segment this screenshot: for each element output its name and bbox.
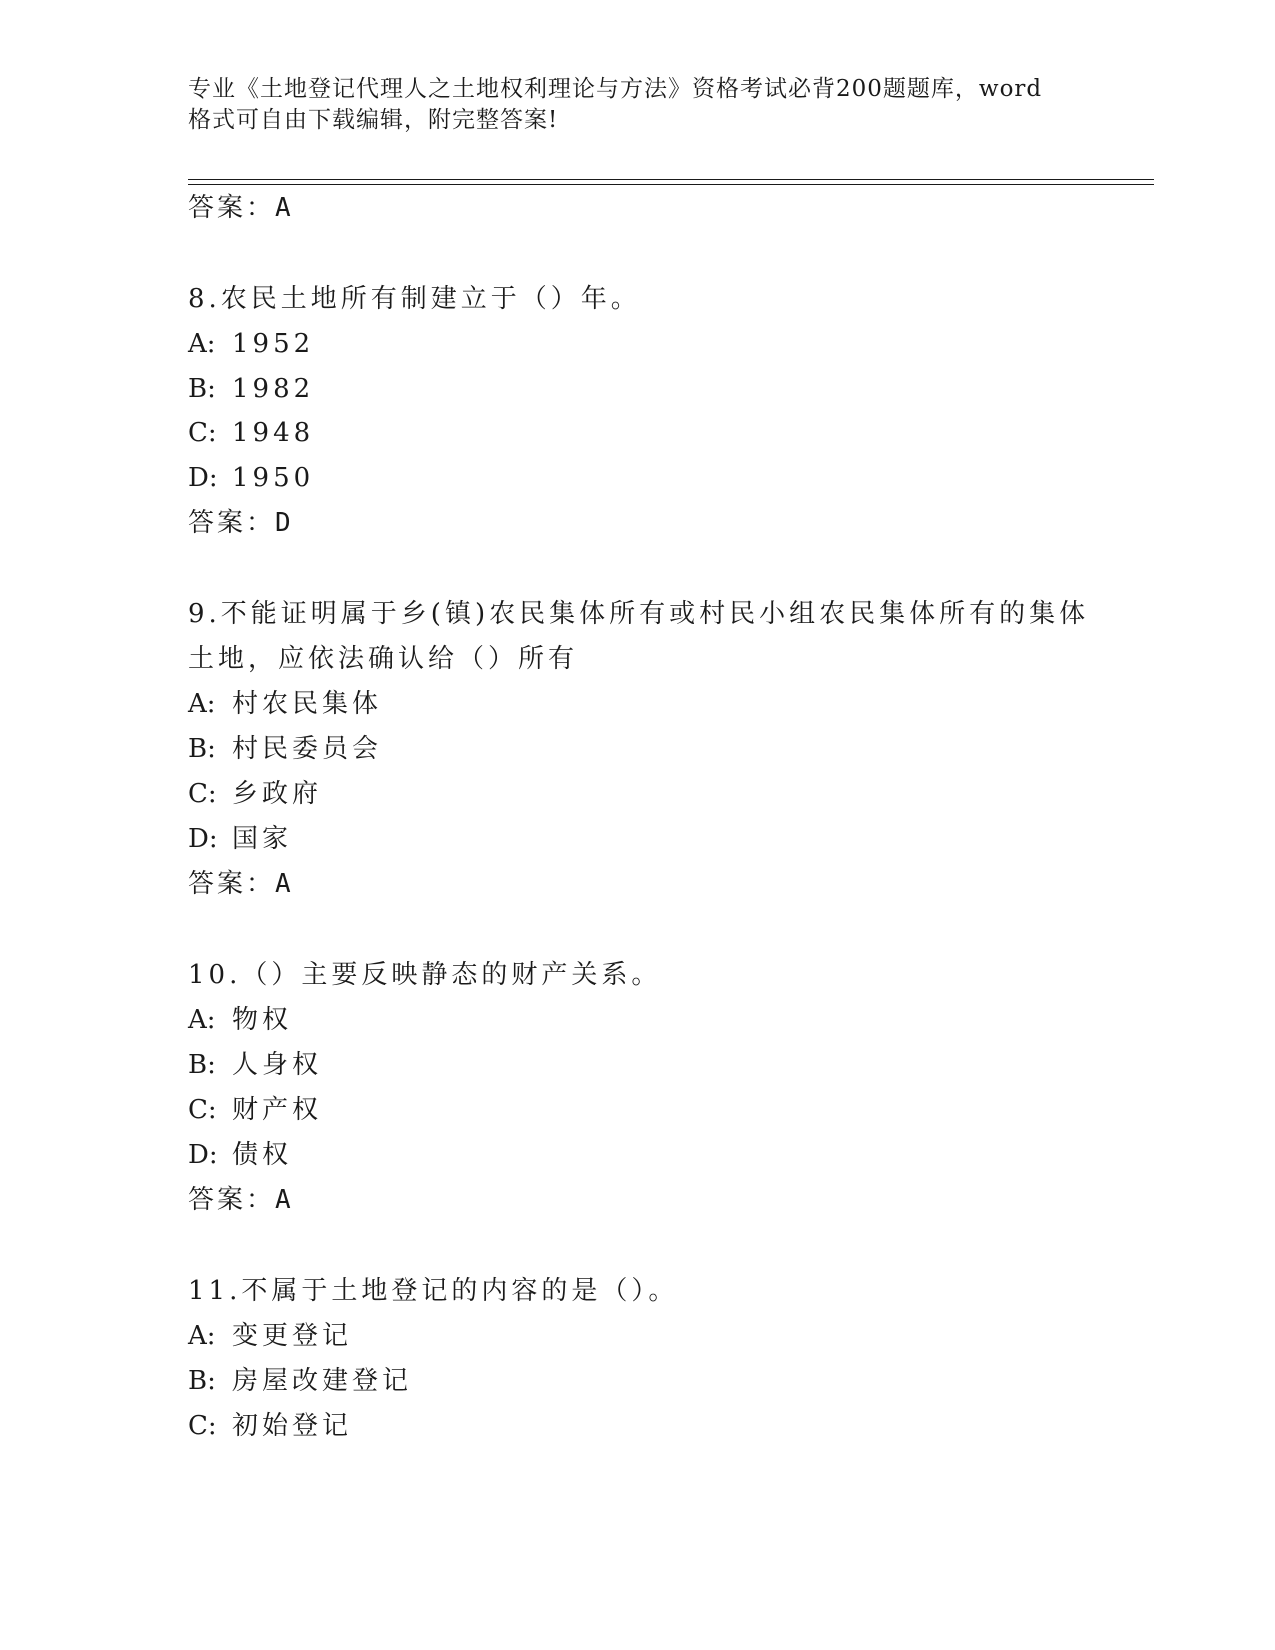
option-letter: D: (188, 463, 218, 493)
question-8-option-d (188, 463, 314, 493)
question-11-option-a (188, 1321, 352, 1351)
option-text: 债权 (232, 1140, 293, 1170)
header-rule-top (188, 179, 1154, 180)
option-text: 财产权 (232, 1095, 323, 1125)
question-10-stem: 10.（）主要反映静态的财产关系。 (188, 960, 662, 990)
option-text: 1950 (232, 463, 315, 493)
previous-answer: 答案：A (188, 193, 294, 223)
question-11-option-b (188, 1366, 412, 1396)
question-8-option-a (188, 329, 314, 359)
option-letter: B: (188, 734, 216, 764)
question-9-stem-line-1: 9.不能证明属于乡(镇)农民集体所有或村民小组农民集体所有的集体 (188, 599, 1090, 629)
header-rule-bottom (188, 184, 1154, 185)
option-letter: B: (188, 374, 216, 404)
option-text: 国家 (232, 824, 293, 854)
question-8-option-b (188, 374, 314, 404)
question-9-option-d (188, 824, 292, 854)
option-text: 房屋改建登记 (232, 1366, 413, 1396)
option-text: 变更登记 (232, 1321, 353, 1351)
option-text: 1952 (232, 329, 315, 359)
question-8-stem: 8.农民土地所有制建立于（）年。 (188, 284, 641, 314)
question-9-option-a (188, 689, 382, 719)
question-9-answer: 答案：A (188, 869, 294, 899)
question-8-option-c (188, 418, 314, 448)
question-10-option-b (188, 1050, 322, 1080)
option-letter: A: (188, 1005, 216, 1035)
option-letter: D: (188, 1140, 218, 1170)
option-letter: C: (188, 779, 217, 809)
option-letter: B: (188, 1050, 216, 1080)
question-9-option-c (188, 779, 322, 809)
option-text: 1948 (232, 418, 315, 448)
option-letter: B: (188, 1366, 216, 1396)
question-10-option-d (188, 1140, 292, 1170)
option-text: 乡政府 (232, 779, 323, 809)
question-9-option-b (188, 734, 382, 764)
question-10-answer: 答案：A (188, 1185, 294, 1215)
option-text: 村民委员会 (232, 734, 383, 764)
option-letter: C: (188, 1411, 217, 1441)
option-text: 物权 (232, 1005, 293, 1035)
question-9-stem-line-2: 土地，应依法确认给（）所有 (188, 644, 579, 674)
question-10-option-c (188, 1095, 322, 1125)
option-letter: A: (188, 689, 216, 719)
option-letter: A: (188, 329, 216, 359)
question-11-option-c (188, 1411, 352, 1441)
header-line-2: 格式可自由下载编辑，附完整答案! (188, 107, 559, 133)
option-text: 人身权 (232, 1050, 323, 1080)
option-letter: A: (188, 1321, 216, 1351)
header-line-1: 专业《土地登记代理人之土地权利理论与方法》资格考试必背200题题库，word (188, 76, 1043, 102)
option-text: 村农民集体 (232, 689, 383, 719)
option-text: 初始登记 (232, 1411, 353, 1441)
question-11-stem: 11.不属于土地登记的内容的是（）。 (188, 1276, 679, 1306)
option-letter: D: (188, 824, 218, 854)
question-8-answer: 答案：D (188, 508, 294, 538)
document-header (188, 74, 1068, 136)
question-10-option-a (188, 1005, 292, 1035)
option-letter: C: (188, 418, 217, 448)
option-text: 1982 (232, 374, 315, 404)
option-letter: C: (188, 1095, 217, 1125)
